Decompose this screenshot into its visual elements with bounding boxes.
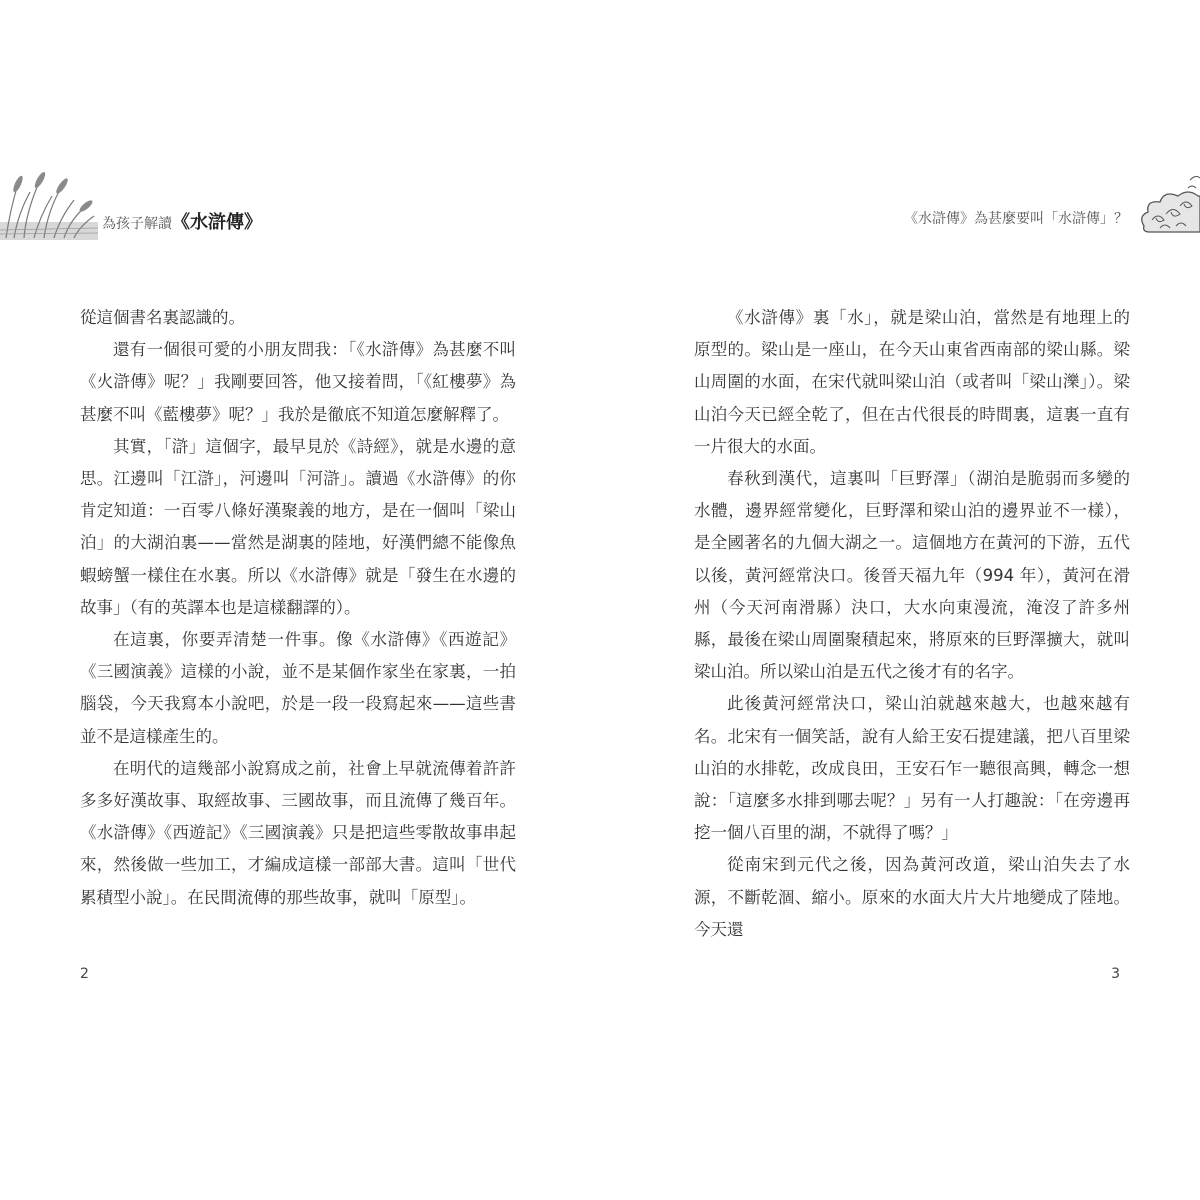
paragraph: 其實，「滸」這個字，最早見於《詩經》，就是水邊的意思。江邊叫「江滸」，河邊叫「河滸」。讀過《水滸傳》的你肯定知道：一百零八條好漢聚義的地方，是在一個叫「梁山泊」的大湖泊裏——當然是湖裏的陸地，好漢們總不能像魚蝦螃蟹一樣住在水裏。所以《水滸傳》就是「發生在水邊的故事」（有的英譯本也是這樣翻譯的）。	[80, 436, 516, 617]
right-running-title: 《水滸傳》為甚麼要叫「水滸傳」？	[904, 211, 1128, 227]
paragraph: 此後黃河經常決口，梁山泊就越來越大，也越來越有名。北宋有一個笑話，說有人給王安石提建議，把八百里梁山泊的水排乾，改成良田，王安石乍一聽很高興，轉念一想說：「這麼多水排到哪去呢？」另有一人打趣說：「在旁邊再挖一個八百里的湖，不就得了嗎？」	[694, 694, 1130, 843]
right-page-number: 3	[1111, 966, 1120, 982]
reeds-icon	[0, 170, 98, 240]
paragraph: 從南宋到元代之後，因為黃河改道，梁山泊失去了水源，不斷乾涸、縮小。原來的水面大片大片地變成了陸地。今天還	[694, 855, 1130, 939]
left-running-header	[0, 170, 600, 240]
right-page	[600, 0, 1200, 1200]
paragraph: 從這個書名裏認識的。	[80, 308, 245, 327]
paragraph: 在這裏，你要弄清楚一件事。像《水滸傳》《西遊記》《三國演義》這樣的小說，並不是某個作家坐在家裏，一拍腦袋，今天我寫本小說吧，於是一段一段寫起來——這些書並不是這樣產生的。	[80, 630, 516, 746]
left-running-title-book: 《水滸傳》	[172, 212, 262, 233]
left-running-title	[102, 208, 262, 234]
left-running-title-prefix: 為孩子解讀	[102, 216, 172, 232]
left-body-text	[80, 302, 516, 914]
paragraph: 《水滸傳》裏「水」，就是梁山泊，當然是有地理上的原型的。梁山是一座山，在今天山東省西南部的梁山縣。梁山周圍的水面，在宋代就叫梁山泊（或者叫「梁山濼」）。梁山泊今天已經全乾了，但在古代很長的時間裏，這裏一直有一片很大的水面。	[694, 308, 1130, 456]
right-running-header	[600, 170, 1200, 240]
paragraph: 在明代的這幾部小說寫成之前，社會上早就流傳着許許多多好漢故事、取經故事、三國故事，而且流傳了幾百年。《水滸傳》《西遊記》《三國演義》只是把這些零散故事串起來，然後做一些加工，才編成這樣一部部大書。這叫「世代累積型小說」。在民間流傳的那些故事，就叫「原型」。	[80, 758, 516, 907]
cloud-icon	[1136, 170, 1200, 240]
left-page-number: 2	[80, 966, 89, 982]
right-body-text	[694, 302, 1130, 946]
paragraph: 還有一個很可愛的小朋友問我：「《水滸傳》為甚麼不叫《火滸傳》呢？」我剛要回答，他又接着問，「《紅樓夢》為甚麼不叫《藍樓夢》呢？」我於是徹底不知道怎麼解釋了。	[80, 340, 516, 424]
paragraph: 春秋到漢代，這裏叫「巨野澤」（湖泊是脆弱而多變的水體，邊界經常變化，巨野澤和梁山泊的邊界並不一樣），是全國著名的九個大湖之一。這個地方在黃河的下游，五代以後，黃河經常決口。後晉天福九年（994 年），黃河在滑州（今天河南滑縣）決口，大水向東漫流，淹沒了許多州縣，最後在梁山周圍聚積起來，將原來的巨野澤擴大，就叫梁山泊。所以梁山泊是五代之後才有的名字。	[694, 469, 1130, 682]
